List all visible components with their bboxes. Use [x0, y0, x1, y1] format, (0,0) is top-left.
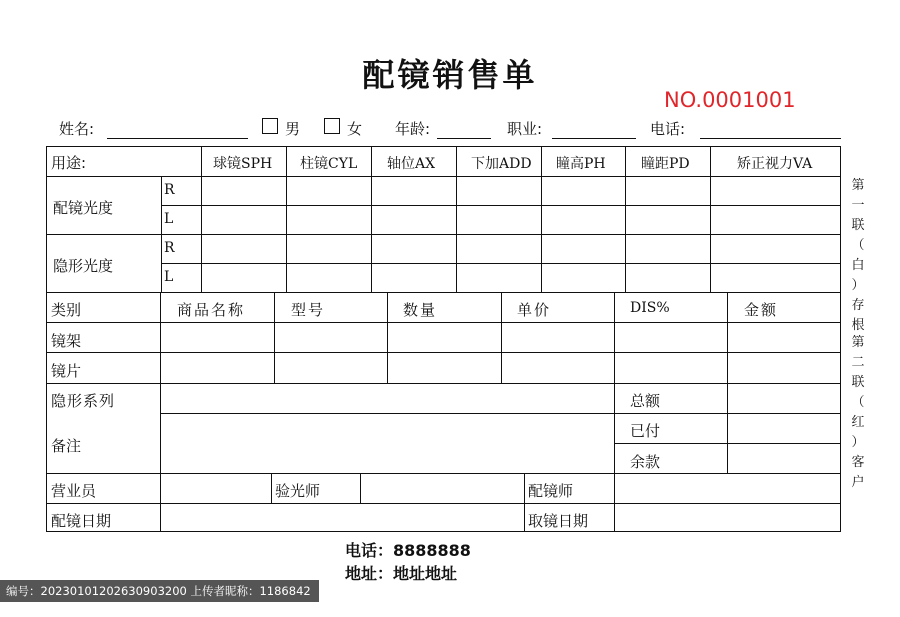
cyl-header: 柱镜CYL [300, 156, 358, 172]
second-copy-text: 第 二 联 （ 红 ） 客 户 [851, 335, 865, 490]
phone-field[interactable] [700, 138, 841, 139]
quantity-header: 数量 [403, 301, 438, 319]
contact-power-label: 隐形光度 [53, 257, 114, 275]
pickup-date-label: 取镜日期 [528, 512, 589, 530]
add-header: 下加ADD [471, 156, 532, 172]
va-header: 矫正视力VA [737, 156, 813, 172]
ax-header: 轴位AX [387, 156, 436, 172]
second-copy-note [850, 333, 866, 493]
order-date-label: 配镜日期 [51, 512, 112, 530]
first-copy-note [850, 176, 866, 336]
contact-left-eye: L [164, 269, 174, 285]
name-label: 姓名: [59, 120, 95, 138]
glasses-left-eye: L [164, 211, 174, 227]
unit-price-header: 单价 [517, 301, 552, 319]
order-form-table [46, 146, 841, 532]
usage-label: 用途: [51, 154, 87, 172]
footer-address: 地址：地址地址 [345, 564, 458, 583]
lens-row-label: 镜片 [51, 362, 82, 380]
product-name-header: 商品名称 [177, 301, 246, 319]
paid-label: 已付 [630, 422, 661, 440]
age-label: 年龄: [395, 120, 431, 138]
page-title: 配镜销售单 [362, 56, 538, 94]
age-field[interactable] [437, 138, 491, 139]
balance-label: 余款 [630, 453, 661, 471]
male-checkbox[interactable] [262, 118, 278, 134]
optometrist-label: 验光师 [275, 482, 321, 500]
female-label: 女 [347, 120, 363, 138]
male-label: 男 [285, 120, 301, 138]
ph-header: 瞳高PH [556, 156, 606, 172]
first-copy-text: 第 一 联 （ 白 ） 存 根 [851, 178, 865, 333]
name-field[interactable] [107, 138, 248, 139]
job-label: 职业: [507, 120, 543, 138]
contact-right-eye: R [164, 240, 175, 256]
remark-label: 备注 [51, 437, 82, 455]
female-checkbox[interactable] [324, 118, 340, 134]
model-header: 型号 [291, 301, 326, 319]
footer-phone: 电话：8888888 [345, 541, 471, 560]
phone-label: 电话: [650, 120, 686, 138]
discount-header: DIS% [630, 300, 670, 316]
fitter-label: 配镜师 [528, 482, 574, 500]
amount-header: 金额 [744, 301, 779, 319]
total-label: 总额 [630, 392, 661, 410]
glasses-right-eye: R [164, 182, 175, 198]
glasses-power-label: 配镜光度 [53, 199, 114, 217]
serial-number: NO.0001001 [664, 88, 796, 112]
sales-label: 营业员 [51, 482, 97, 500]
frame-row-label: 镜架 [51, 332, 82, 350]
contact-series-label: 隐形系列 [51, 392, 116, 410]
pd-header: 瞳距PD [641, 156, 690, 172]
watermark-bar: 编号：20230101202630903200 上传者昵称：1186842 [0, 580, 319, 602]
category-header: 类别 [51, 301, 82, 319]
job-field[interactable] [552, 138, 636, 139]
sph-header: 球镜SPH [213, 156, 273, 172]
